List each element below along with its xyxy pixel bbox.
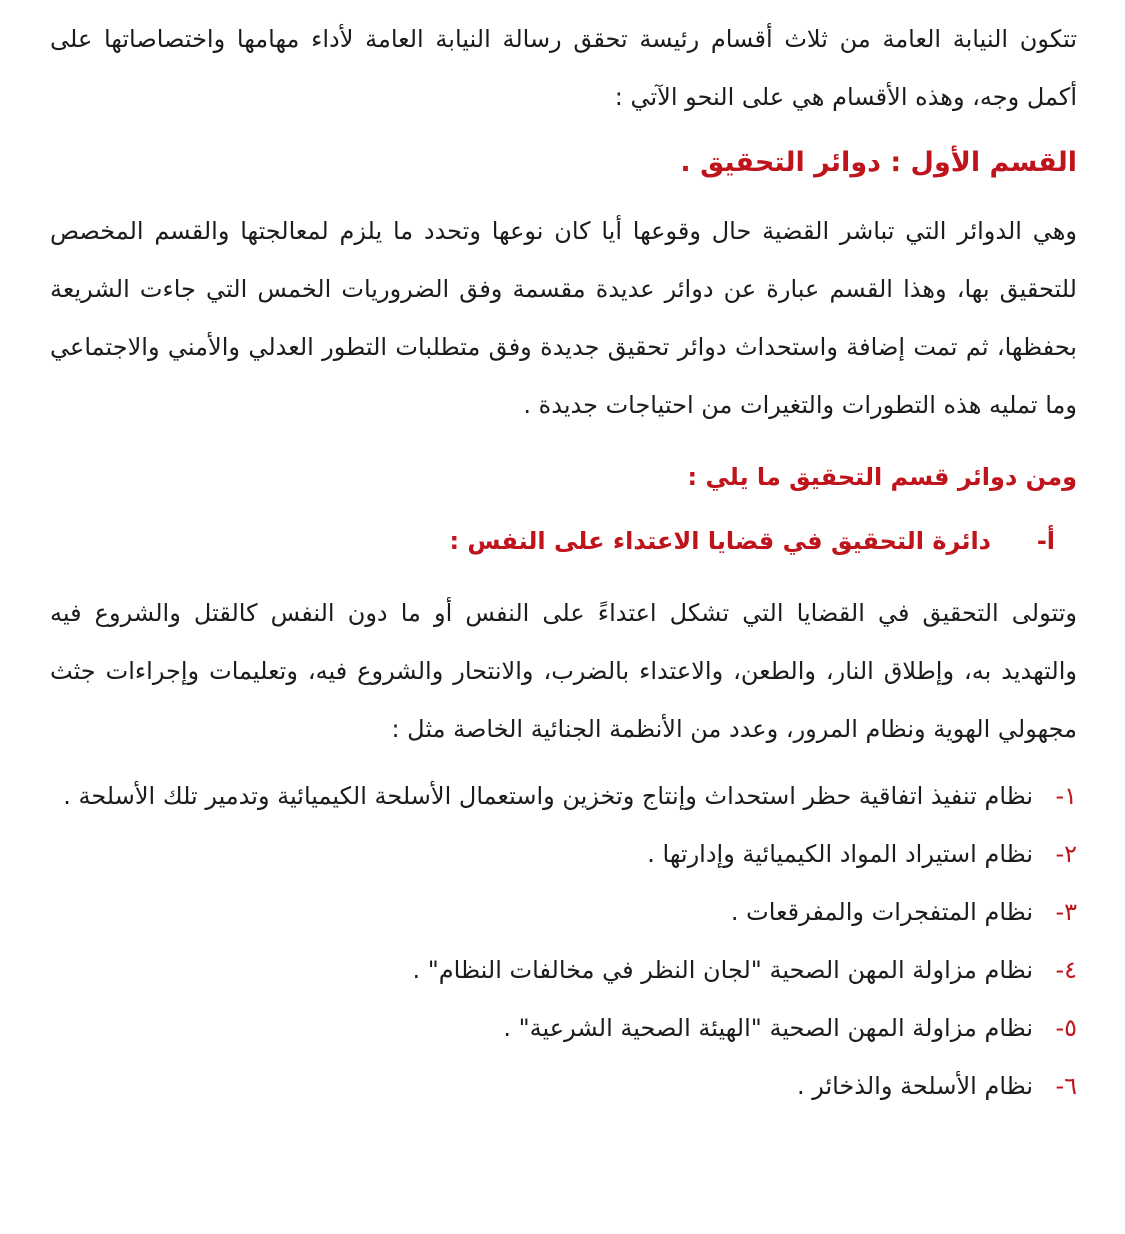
list-item: [50, 942, 1077, 998]
list-item-number: ٢-: [1055, 840, 1077, 868]
circuits-heading: ومن دوائر قسم التحقيق ما يلي :: [687, 463, 1077, 491]
circuit-a-letter: أ-: [1036, 527, 1055, 555]
list-item-number: ٥-: [1055, 1014, 1077, 1042]
list-item-text: نظام مزاولة المهن الصحية "لجان النظر في مخالفات النظام" .: [412, 956, 1033, 984]
list-item-number: ٦-: [1055, 1072, 1077, 1100]
list-item: [50, 768, 1077, 824]
list-item-number: ١-: [1055, 782, 1077, 810]
systems-list: [50, 768, 1077, 1114]
list-item: [50, 1058, 1077, 1114]
intro-paragraph: تتكون النيابة العامة من ثلاث أقسام رئيسة تحقق رسالة النيابة العامة لأداء مهامها واختصاصاتها على أكمل وجه، وهذه الأقسام هي على النحو الآتي :: [50, 25, 1077, 111]
section-1-paragraph: وهي الدوائر التي تباشر القضية حال وقوعها أيا كان نوعها وتحدد ما يلزم لمعالجتها والقسم المخصص للتحقيق بها، وهذا القسم عبارة عن دوائر عديدة مقسمة وفق الضروريات الخمس التي جاءت الشريعة بحفظها، ثم تمت إضافة واستحداث دوائر تحقيق جديدة وفق متطلبات التطور العدلي والأمني والاجتماعي وما تمليه هذه التطورات والتغيرات من احتياجات جديدة .: [50, 217, 1077, 419]
list-item-number: ٤-: [1055, 956, 1077, 984]
list-item-text: نظام مزاولة المهن الصحية "الهيئة الصحية الشرعية" .: [503, 1014, 1033, 1042]
list-item-text: نظام الأسلحة والذخائر .: [796, 1072, 1033, 1100]
section-1-heading: القسم الأول : دوائر التحقيق .: [680, 147, 1077, 178]
list-item-number: ٣-: [1055, 898, 1077, 926]
list-item: [50, 884, 1077, 940]
circuit-a-title: دائرة التحقيق في قضايا الاعتداء على النفس :: [449, 527, 991, 555]
list-item: [50, 826, 1077, 882]
list-item: [50, 1000, 1077, 1056]
circuit-a-heading: [50, 516, 1077, 566]
list-item-text: نظام المتفجرات والمفرقعات .: [730, 898, 1033, 926]
circuit-a-paragraph: وتتولى التحقيق في القضايا التي تشكل اعتداءً على النفس أو ما دون النفس كالقتل والشروع فيه والتهديد به، وإطلاق النار، والطعن، والاعتداء بالضرب، والانتحار والشروع فيه، وتعليمات وإجراءات جثث مجهولي الهوية ونظام المرور، وعدد من الأنظمة الجنائية الخاصة مثل :: [50, 599, 1077, 743]
list-item-text: نظام استيراد المواد الكيميائية وإدارتها .: [647, 840, 1033, 868]
list-item-text: نظام تنفيذ اتفاقية حظر استحداث وإنتاج وتخزين واستعمال الأسلحة الكيميائية وتدمير تلك الأسلحة .: [63, 782, 1033, 810]
